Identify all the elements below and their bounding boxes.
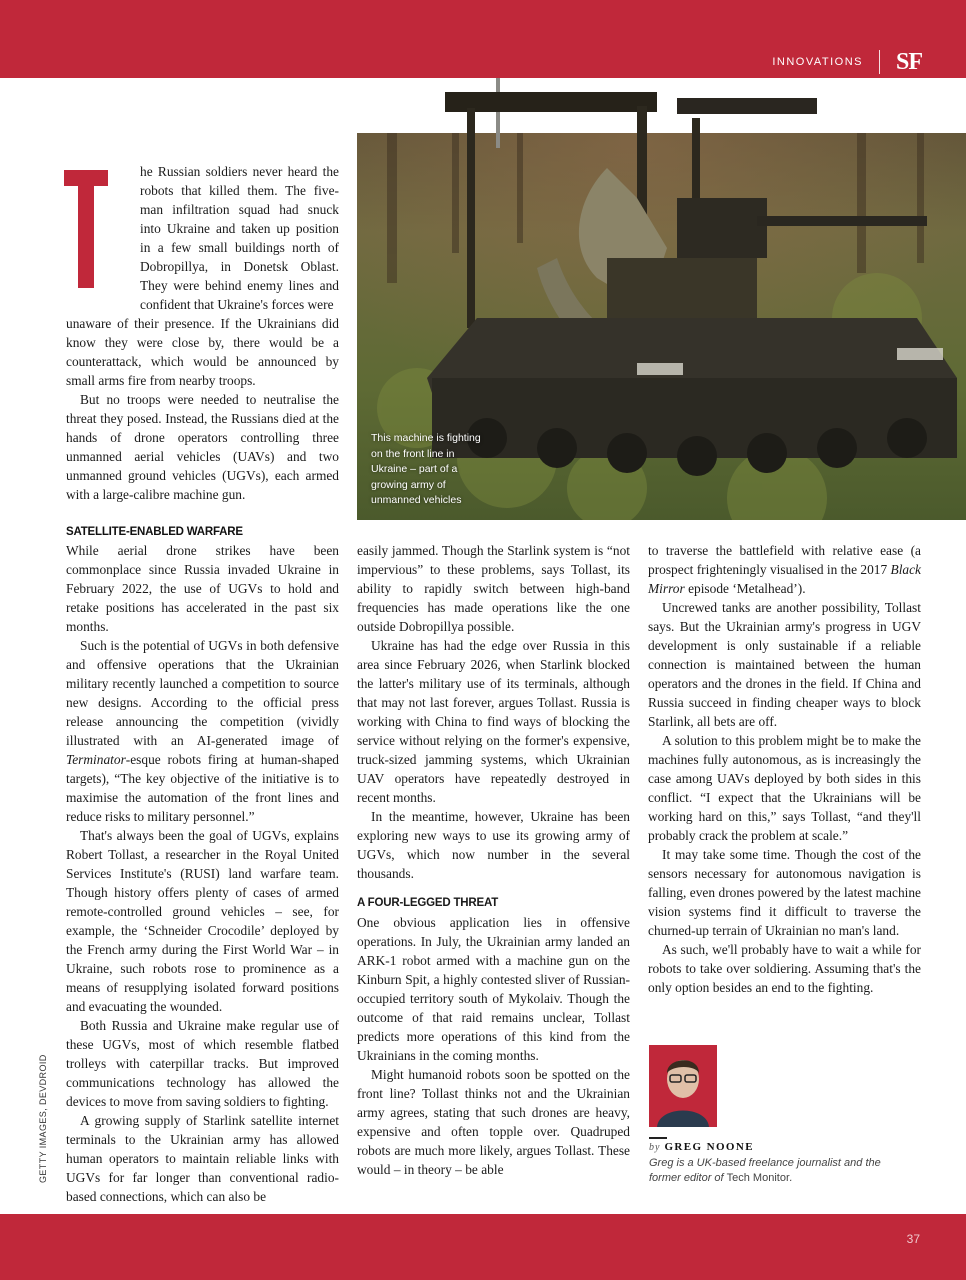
body-paragraph: In the meantime, however, Ukraine has been exploring new ways to use its growing army of UGVs, which now number in the several thousands.: [357, 809, 630, 881]
author-avatar: [649, 1045, 717, 1127]
body-paragraph: easily jammed. Though the Starlink system is “not impervious” to these problems, says Tollast, its ability to rapidly switch between high-band frequencies has made operations like the one outside Dobropillya possible.: [357, 543, 630, 634]
byline-prefix: by: [649, 1142, 661, 1153]
column-2: [357, 541, 630, 1179]
column-3: [648, 541, 921, 997]
body-paragraph: That's always been the goal of UGVs, explains Robert Tollast, a researcher in the Royal United Services Institute's (RUSI) land warfare team. Though history offers plenty of cases of armed remote-controlled ground vehicles – see, for example, the ‘Schneider Crocodile’ deployed by the French army during the First World War – in Ukraine, such robots rose to prominence as a means of resupplying isolated forward positions and evacuating the wounded.: [66, 828, 339, 1014]
page-number: 37: [906, 1232, 920, 1246]
section-header: [772, 50, 922, 74]
emphasis-text: Terminator: [66, 752, 126, 767]
body-paragraph: A growing supply of Starlink satellite internet terminals to the Ukrainian army has allowed human operators to maintain reliable links with UGVs for far longer than conventional radio-based connections, which can also be: [66, 1113, 339, 1204]
emphasis-text: Black Mirror: [648, 562, 921, 596]
author-bio: [649, 1156, 909, 1186]
intro-text-cont: unaware of their presence. If the Ukrainians did know they were close by, there would be a counterattack, which would be announced by small arms fire from nearby troops.: [66, 316, 339, 388]
body-paragraph: Uncrewed tanks are another possibility, Tollast says. But the Ukrainian army's progress in UGV development is only sustainable if a reliable connection is maintained between the human operators and the drones in the field. If China and Russia succeed in finding cheaper ways to block Starlink, all bets are off.: [648, 600, 921, 729]
text-run: .: [789, 1172, 793, 1184]
intro-continued: [66, 314, 339, 504]
subhead-satellite-warfare: SATELLITE-ENABLED WARFARE: [66, 526, 243, 538]
column-1: [66, 541, 339, 1206]
body-paragraph: While aerial drone strikes have been commonplace since Russia invaded Ukraine in February 2022, the use of UGVs to hold and retake positions has accelerated in the past six months.: [66, 543, 339, 634]
body-paragraph: One obvious application lies in offensive operations. In July, the Ukrainian army landed an ARK-1 robot armed with a machine gun on the Kinburn Spit, a highly contested sliver of Russian-occupied territory south of Mykolaiv. Though the outcome of that raid remains unclear, Tollast predicts more operations of this kind from the Ukrainians in the coming months.: [357, 915, 630, 1063]
body-paragraph: Might humanoid robots soon be spotted on the front line? Tollast thinks not and the Ukrainian army agrees, stating that such drones are heavy, expensive and often topple over. Quadruped robots are much more likely, argues Tollast. These would – in theory – be able: [357, 1067, 630, 1177]
body-paragraph: It may take some time. Though the cost of the sensors necessary for autonomous navigation is falling, even drones powered by the latest machine vision systems find it difficult to traverse the churned-up terrain of Ukrainian no man's land.: [648, 847, 921, 938]
text-run: episode ‘Metalhead’).: [684, 581, 806, 596]
intro-text: he Russian soldiers never heard the robots that killed them. The five-man infiltration squad had snuck into Ukraine and taken up position in a few small buildings north of Dobropillya, in Donetsk Oblast. They were behind enemy lines and confident that Ukraine's forces were: [140, 164, 339, 312]
body-paragraph: [648, 541, 921, 598]
text-run: to traverse the battlefield with relative ease (a prospect frighteningly visualised in the 2017: [648, 543, 921, 577]
subhead-four-legged-threat: A FOUR-LEGGED THREAT: [357, 897, 499, 909]
photo-caption: This machine is fighting on the front line in Ukraine – part of a growing army of unmanned vehicles: [371, 432, 481, 506]
author-rule: [649, 1137, 667, 1139]
body-paragraph: Ukraine has had the edge over Russia in this area since February 2026, when Starlink blocked the latter's military use of its terminals, although that may not last forever, argues Tollast. Russia is working with China to find ways of blocking the service without relying on the former's expensive, truck-sized jamming systems, which Ukrainian UAV operators have repeatedly destroyed in recent months.: [357, 638, 630, 805]
body-paragraph: [66, 636, 339, 826]
body-paragraph: Both Russia and Ukraine make regular use of these UGVs, most of which resemble flatbed trolleys with caterpillar tracks. But improved communications technology has allowed the devices to move from saving soldiers to fighting.: [66, 1018, 339, 1109]
header-divider: [879, 50, 880, 74]
intro-second-paragraph: But no troops were needed to neutralise the threat they posed. Instead, the Russians died at the hands of drone operators controlling three unmanned aerial vehicles (UAVs) and two unmanned ground vehicles (UGVs), each armed with a large-calibre machine gun.: [66, 392, 339, 502]
text-run: -esque robots firing at human-shaped targets), “The key objective of the initiative is to maximise the automation of the front lines and reduce risks to military personnel.”: [66, 752, 339, 824]
author-byline: [649, 1141, 754, 1153]
text-run: Such is the potential of UGVs in both defensive and offensive operations that the Ukrainian military recently launched a competition to source new designs. According to the official press release announcing the competition (vividly illustrated with an AI-generated image of: [66, 638, 339, 748]
intro-paragraph: [140, 162, 339, 314]
body-paragraph: As such, we'll probably have to wait a while for robots to take over soldiering. Assuming that's the only option besides an end to the fighting.: [648, 942, 921, 995]
publication-name: Tech Monitor: [726, 1172, 790, 1184]
photo-credit: GETTY IMAGES, DEVDROID: [38, 1054, 48, 1183]
magazine-logo: SF: [895, 49, 922, 75]
section-label: INNOVATIONS: [772, 56, 863, 68]
author-name: GREG NOONE: [664, 1141, 754, 1153]
body-paragraph: A solution to this problem might be to make the machines fully autonomous, as is increasingly the case among UAVs deployed by both sides in this conflict. “I expect that the Ukrainians will be working hard on this,” says Tollast, “and they'll probably crack the problem at scale.”: [648, 733, 921, 843]
bottom-banner: [0, 1214, 966, 1280]
text-run: Greg is a UK-based freelance journalist and the former editor of: [649, 1157, 881, 1184]
dropcap-letter: [64, 170, 108, 288]
